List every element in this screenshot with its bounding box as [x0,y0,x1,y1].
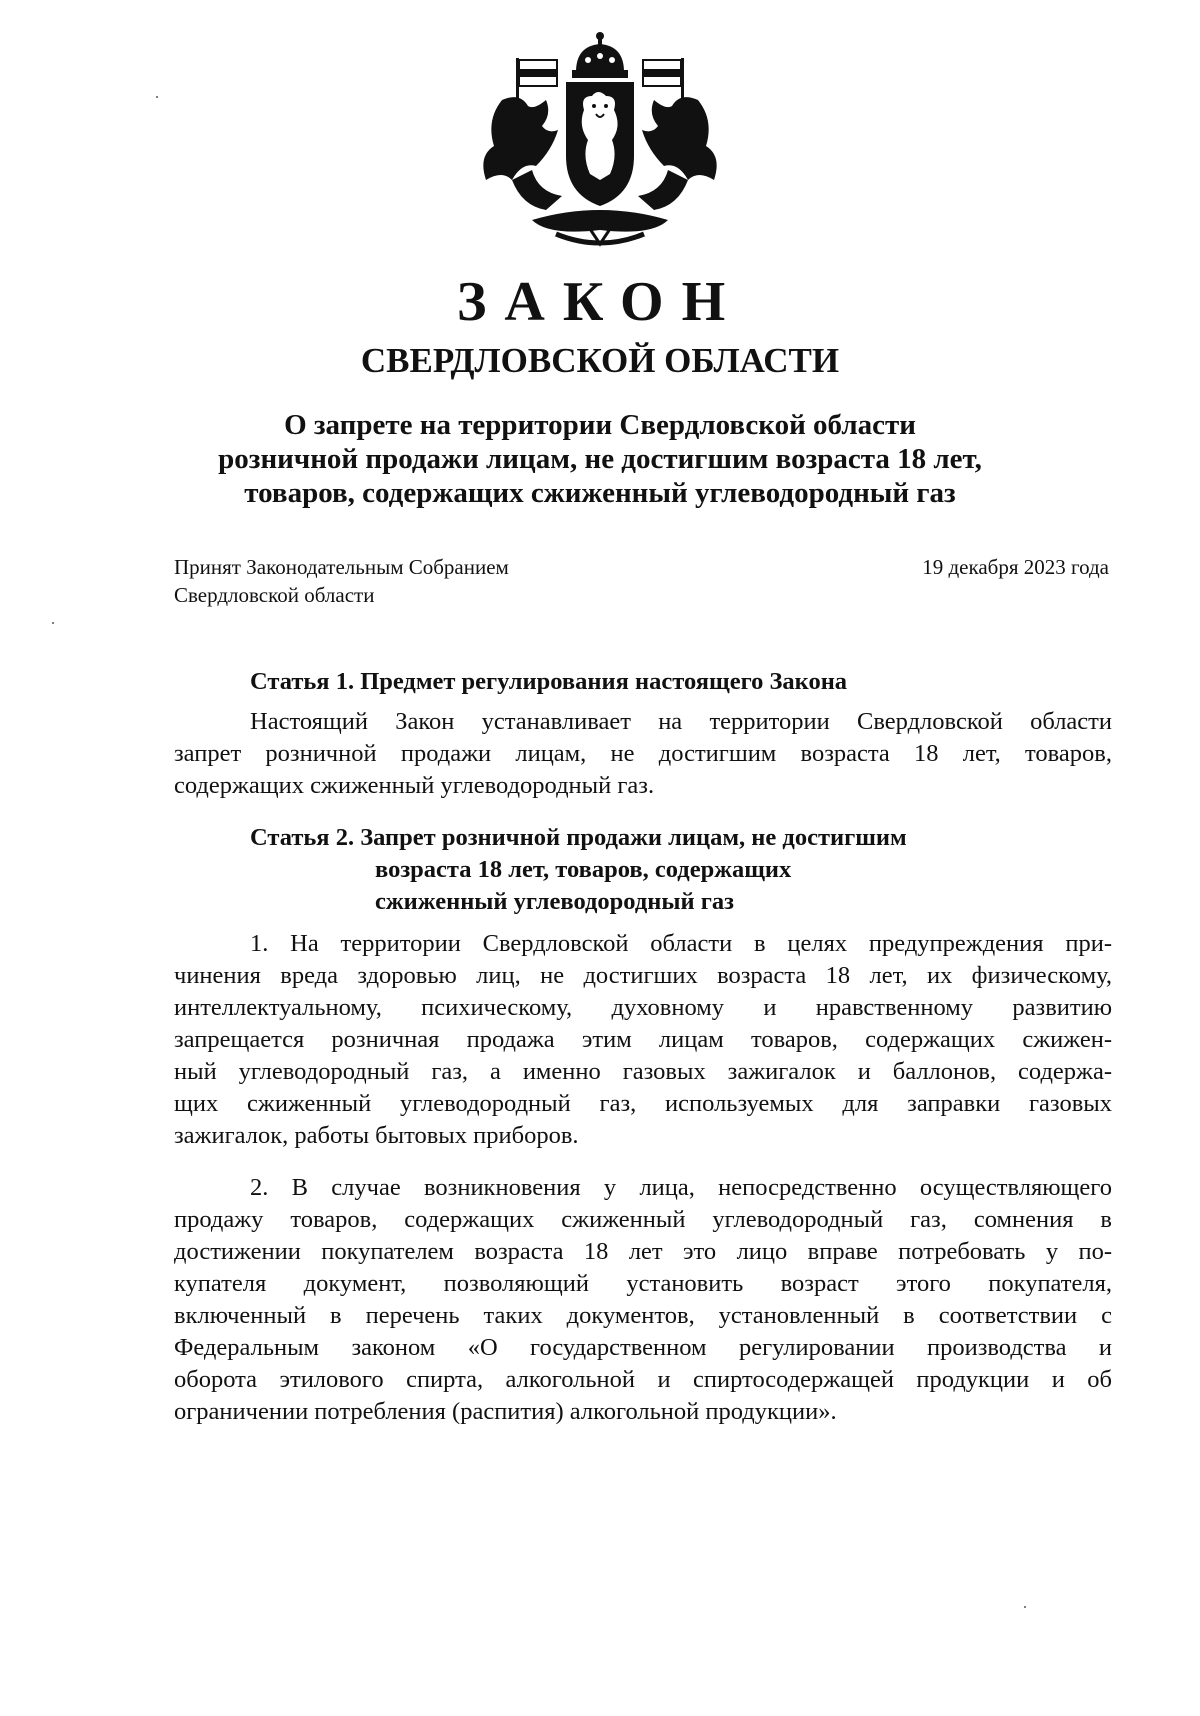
text-line: чинения вреда здоровью лиц, не достигших возраста 18 лет, их физическому, [174,962,1112,989]
text-line: интеллектуальному, психическому, духовному и нравственному развитию [174,994,1112,1021]
law-title [0,408,1200,510]
text-line: 2. В случае возникновения у лица, непосредственно осуществляющего [250,1174,1112,1201]
scan-speck [156,96,158,98]
text-line: продажу товаров, содержащих сжиженный углеводородный газ, сомнения в [174,1206,1112,1233]
text-line: ный углеводородный газ, а именно газовых зажигалок и баллонов, содержа- [174,1058,1112,1085]
text-line: зажигалок, работы бытовых приборов. [174,1122,579,1149]
text-line: ограничении потребления (распития) алкогольной продукции». [174,1398,837,1425]
document-type: ЗАКОН [456,271,744,333]
text-line: щих сжиженный углеводородный газ, используемых для заправки газовых [174,1090,1112,1117]
article-1-text [174,706,1112,802]
scan-speck [52,622,54,624]
region-heading: СВЕРДЛОВСКОЙ ОБЛАСТИ [360,341,840,380]
coat-of-arms-icon [472,30,728,252]
article-2-paragraph-1 [174,928,1112,1152]
law-title-line: розничной продажи лицам, не достигшим возраста 18 лет, [218,443,982,475]
law-title-line: товаров, содержащих сжиженный углеводородный газ [244,477,956,509]
text-line: запрет розничной продажи лицам, не достигшим возраста 18 лет, товаров, [174,740,1112,767]
adoption-line: Свердловской области [174,583,375,607]
article-1-heading: Статья 1. Предмет регулирования настоящего Закона [250,668,848,695]
text-line: Настоящий Закон устанавливает на территории Свердловской области [250,708,1112,735]
text-line: включенный в перечень таких документов, установленный в соответствии с [174,1302,1112,1329]
text-line: 1. На территории Свердловской области в целях предупреждения при- [250,930,1112,957]
article-2-paragraph-2 [174,1172,1112,1428]
adoption-line: Принят Законодательным Собранием [174,555,509,579]
text-line: оборота этилового спирта, алкогольной и спиртосодержащей продукции и об [174,1366,1112,1393]
text-line: достижении покупателем возраста 18 лет это лицо вправе потребовать у по- [174,1238,1112,1265]
article-2-heading [250,822,907,918]
adoption-date: 19 декабря 2023 года [922,555,1109,579]
text-line: купателя документ, позволяющий установить возраст этого покупателя, [174,1270,1112,1297]
scan-speck [1024,1606,1026,1608]
text-line: Федеральным законом «О государственном регулировании производства и [174,1334,1112,1361]
text-line: запрещается розничная продажа этим лицам товаров, содержащих сжижен- [174,1026,1112,1053]
adoption-body [174,553,509,609]
law-title-line: О запрете на территории Свердловской области [284,409,916,441]
text-line: содержащих сжиженный углеводородный газ. [174,772,655,799]
article-2-heading-line: сжиженный углеводородный газ [375,888,734,915]
article-2-heading-line: возраста 18 лет, товаров, содержащих [375,856,792,883]
article-2-heading-line: Статья 2. Запрет розничной продажи лицам, не достигшим [250,824,907,851]
